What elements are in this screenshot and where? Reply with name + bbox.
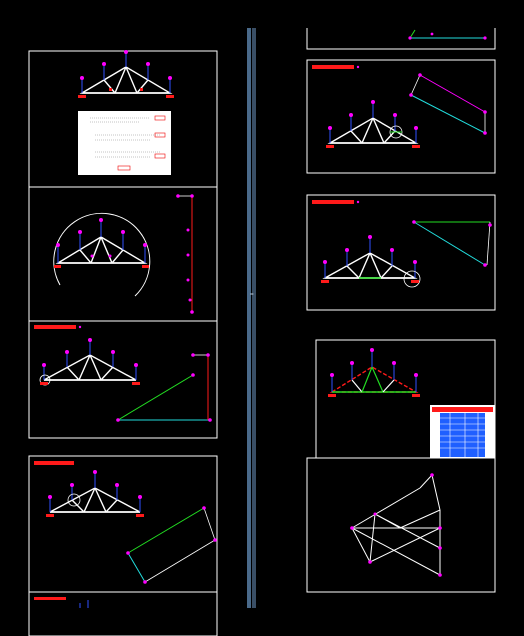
divider-marker: = <box>250 291 254 298</box>
